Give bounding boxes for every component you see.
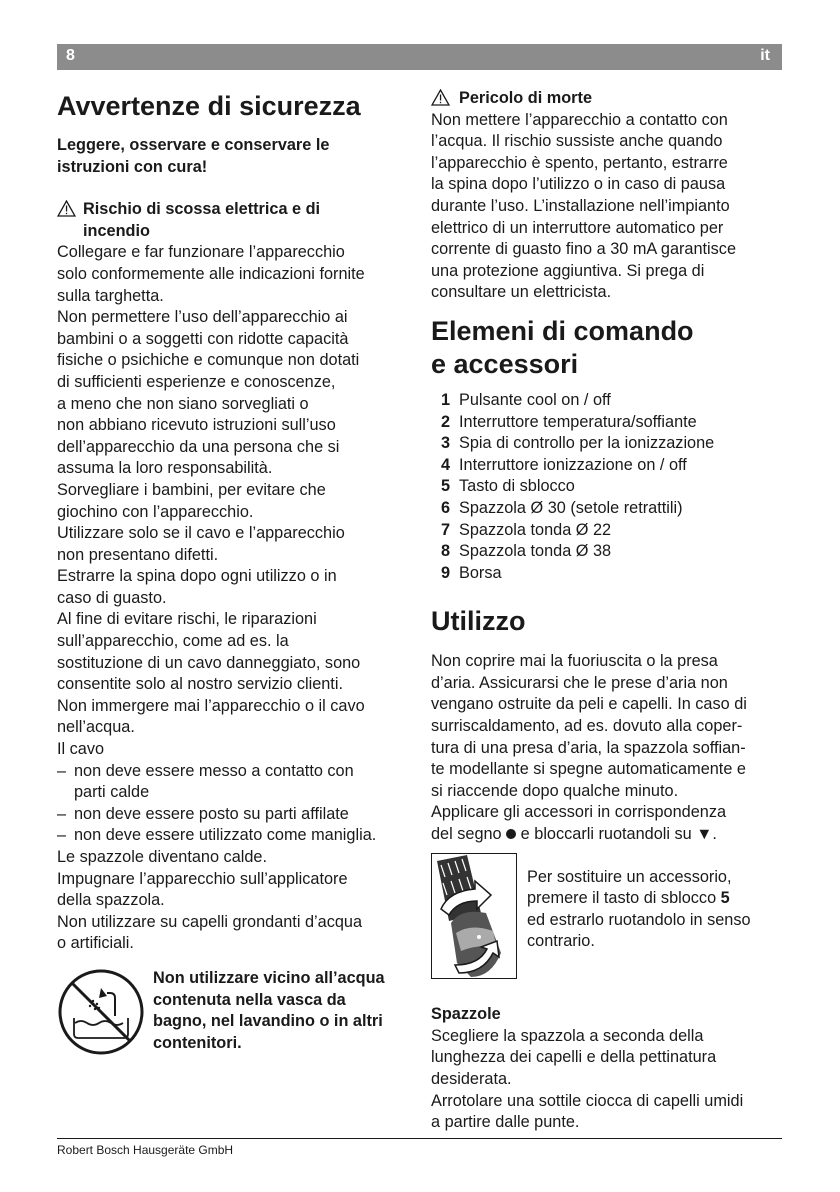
footer-company: Robert Bosch Hausgeräte GmbH bbox=[57, 1143, 234, 1157]
text-line: di sufficienti esperienze e conoscenze, bbox=[57, 372, 336, 391]
text-span: 5 bbox=[440, 477, 450, 496]
text-line: giochino con l’apparecchio. bbox=[57, 502, 254, 521]
text-span bbox=[74, 804, 412, 826]
text-line: una protezione aggiuntiva. Si prega di bbox=[431, 261, 705, 280]
text-line: assuma la loro responsabilità. bbox=[57, 459, 273, 478]
text-line: Leggere, osservare e conservare le bbox=[57, 136, 330, 154]
list-item bbox=[431, 455, 786, 477]
text-line: lunghezza dei capelli e della pettinatura bbox=[431, 1048, 717, 1067]
list-item bbox=[57, 761, 412, 804]
warning-triangle-icon bbox=[57, 199, 83, 242]
text-span: del segno bbox=[431, 825, 502, 844]
text-line: Al fine di evitare rischi, le riparazioni bbox=[57, 610, 317, 629]
text-span: 6 bbox=[440, 498, 450, 517]
cable-dash-list bbox=[57, 761, 412, 847]
text-span: – bbox=[57, 761, 67, 780]
text-span: premere il tasto di sblocco bbox=[527, 889, 717, 908]
replace-accessory-text bbox=[527, 853, 786, 986]
text-span: – bbox=[57, 826, 67, 845]
text-span: 4 bbox=[440, 455, 450, 474]
controls-title bbox=[431, 315, 786, 381]
text-line: non deve essere messo a contatto con bbox=[74, 761, 354, 780]
text-line: elettrico di un interruttore automatico per bbox=[431, 218, 724, 237]
brushes-section bbox=[431, 1004, 786, 1134]
text-line: caso di guasto. bbox=[57, 588, 167, 607]
text-span: Spazzola tonda Ø 22 bbox=[459, 520, 612, 539]
text-line: te modellante si spegne automaticamente e bbox=[431, 760, 746, 779]
danger-heading bbox=[431, 88, 786, 110]
text-line: consultare un elettricista. bbox=[431, 283, 612, 302]
text-line: Non coprire mai la fuoriuscita o la presa bbox=[431, 652, 718, 671]
text-line: Utilizzare solo se il cavo e l’apparecchio bbox=[57, 524, 345, 543]
text-line: l’acqua. Il rischio sussiste anche quando bbox=[431, 132, 723, 151]
text-line: dell’apparecchio da una persona che si bbox=[57, 437, 340, 456]
text-line: ed estrarlo ruotandolo in senso bbox=[527, 910, 751, 929]
text-line: sulla targhetta. bbox=[57, 286, 164, 305]
text-line: Non mettere l’apparecchio a contatto con bbox=[431, 110, 728, 129]
text-line: Non permettere l’uso dell’apparecchio ai bbox=[57, 308, 348, 327]
text-line: Rischio di scossa elettrica e di bbox=[83, 200, 321, 219]
replace-accessory-block bbox=[431, 853, 786, 986]
text-span: 2 bbox=[440, 412, 450, 431]
text-line: Estrarre la spina dopo ogni utilizzo o in bbox=[57, 567, 337, 586]
text-span bbox=[74, 761, 412, 804]
water-warning-block bbox=[57, 968, 412, 1063]
text-line: della spazzola. bbox=[57, 891, 165, 910]
text-line: sostituzione di un cavo danneggiato, sono bbox=[57, 653, 361, 672]
text-line: surriscaldamento, ad es. dovuto alla coper- bbox=[431, 717, 743, 736]
safety-title: Avvertenze di sicurezza bbox=[57, 91, 361, 121]
text-line: bambini o a soggetti con ridotte capacità bbox=[57, 329, 349, 348]
text-line: non presentano difetti. bbox=[57, 545, 219, 564]
text-line: solo conformemente alle indicazioni fornite bbox=[57, 264, 365, 283]
controls-list bbox=[431, 390, 786, 584]
text-span bbox=[83, 199, 412, 242]
text-span: Pulsante cool on / off bbox=[459, 390, 611, 409]
text-line: Non utilizzare su capelli grondanti d’acqua bbox=[57, 912, 363, 931]
list-item bbox=[431, 412, 786, 434]
text-line: l’apparecchio è spento, pertanto, estrarre bbox=[431, 153, 728, 172]
list-item bbox=[431, 433, 786, 455]
water-warning-text bbox=[153, 968, 412, 1063]
text-line: Per sostituire un accessorio, bbox=[527, 867, 732, 886]
text-span bbox=[74, 825, 412, 847]
text-line bbox=[527, 888, 786, 910]
text-line: incendio bbox=[83, 221, 150, 240]
text-line: Non utilizzare vicino all’acqua bbox=[153, 968, 385, 987]
text-line: contrario. bbox=[527, 932, 595, 951]
text-span: 9 bbox=[440, 563, 450, 582]
text-span: Interruttore ionizzazione on / off bbox=[459, 455, 687, 474]
text-line: a partire dalle punte. bbox=[431, 1113, 580, 1132]
text-span: 8 bbox=[440, 542, 450, 561]
text-line: non abbiano ricevuto istruzioni sull’uso bbox=[57, 416, 336, 435]
text-line: contenuta nella vasca da bbox=[153, 990, 346, 1009]
text-line: Le spazzole diventano calde. bbox=[57, 848, 267, 866]
text-line: durante l’uso. L’installazione nell’impianto bbox=[431, 196, 730, 215]
text-span: Spazzola tonda Ø 38 bbox=[459, 542, 612, 561]
text-line: a meno che non siano sorvegliati o bbox=[57, 394, 309, 413]
text-line: sull’apparecchio, come ad es. la bbox=[57, 632, 289, 651]
usage-body bbox=[431, 651, 786, 845]
text-line: Applicare gli accessori in corrispondenza bbox=[431, 803, 727, 822]
text-span: Tasto di sblocco bbox=[459, 477, 575, 496]
list-item bbox=[57, 825, 412, 847]
text-span: 1 bbox=[440, 390, 450, 409]
text-span: 7 bbox=[440, 520, 450, 539]
text-line: o artificiali. bbox=[57, 934, 134, 953]
text-line: Arrotolare una sottile ciocca di capelli umidi bbox=[431, 1091, 744, 1110]
text-span: Spia di controllo per la ionizzazione bbox=[459, 434, 715, 453]
list-item bbox=[431, 390, 786, 412]
text-block: Elemeni di comando bbox=[431, 315, 694, 346]
text-line: Sorvegliare i bambini, per evitare che bbox=[57, 480, 326, 499]
electric-warning-heading bbox=[57, 199, 412, 242]
language-code: it bbox=[760, 47, 770, 64]
text-line: tura di una presa d’aria, la spazzola soffian- bbox=[431, 738, 746, 757]
text-span: – bbox=[57, 804, 67, 823]
text-line: bagno, nel lavandino o in altri bbox=[153, 1012, 383, 1031]
text-line: non deve essere posto su parti affilate bbox=[74, 804, 349, 823]
list-item bbox=[431, 541, 786, 563]
list-item bbox=[431, 498, 786, 520]
no-water-icon bbox=[57, 968, 153, 1063]
list-item bbox=[431, 563, 786, 585]
intro-text bbox=[57, 135, 412, 178]
footer-divider bbox=[57, 1138, 782, 1139]
page-header-bar bbox=[57, 44, 782, 70]
text-span: 3 bbox=[440, 434, 450, 453]
list-item bbox=[431, 520, 786, 542]
text-line: d’aria. Assicurarsi che le prese d’aria non bbox=[431, 673, 728, 692]
text-line: desiderata. bbox=[431, 1070, 512, 1088]
text-line: la spina dopo l’utilizzo o in caso di pausa bbox=[431, 175, 726, 194]
list-item bbox=[57, 804, 412, 826]
text-line: fisiche o psichiche e comunque non dotati bbox=[57, 351, 360, 370]
warning-triangle-icon bbox=[431, 88, 459, 110]
text-span: 5 bbox=[720, 889, 730, 908]
text-line: consentite solo al nostro servizio clienti. bbox=[57, 675, 343, 694]
usage-title: Utilizzo bbox=[431, 606, 526, 637]
danger-body bbox=[431, 110, 786, 304]
text-block: e accessori bbox=[431, 348, 579, 379]
text-span: Borsa bbox=[459, 563, 502, 582]
brushes-title: Spazzole bbox=[431, 1005, 501, 1024]
list-item bbox=[431, 476, 786, 498]
text-span: Interruttore temperatura/soffiante bbox=[459, 412, 697, 431]
text-line: Collegare e far funzionare l’apparecchio bbox=[57, 243, 345, 262]
dot-mark-icon bbox=[506, 829, 516, 839]
hot-brush-text bbox=[57, 847, 412, 955]
text-line: nell’acqua. bbox=[57, 718, 135, 737]
text-line: contenitori. bbox=[153, 1033, 242, 1052]
text-line: Impugnare l’apparecchio sull’applicatore bbox=[57, 869, 348, 888]
text-line: istruzioni con cura! bbox=[57, 157, 208, 176]
text-line: Il cavo bbox=[57, 740, 105, 759]
text-line: vengano ostruite da peli e capelli. In caso di bbox=[431, 695, 747, 714]
accessory-release-illustration bbox=[431, 853, 527, 986]
text-span: e bloccarli ruotandoli su ▼. bbox=[516, 825, 717, 844]
text-line: Scegliere la spazzola a seconda della bbox=[431, 1026, 704, 1045]
right-column bbox=[431, 88, 786, 1134]
page-number: 8 bbox=[66, 47, 75, 64]
text-line: non deve essere utilizzato come maniglia. bbox=[74, 826, 377, 845]
text-line bbox=[431, 824, 786, 846]
electric-warning-body bbox=[57, 242, 412, 760]
text-span: Spazzola Ø 30 (setole retrattili) bbox=[459, 498, 683, 517]
text-line: si riaccende dopo qualche minuto. bbox=[431, 781, 679, 800]
left-column bbox=[57, 88, 412, 1063]
text-line: corrente di guasto fino a 30 mA garantisce bbox=[431, 240, 737, 259]
text-span: Pericolo di morte bbox=[459, 89, 592, 107]
text-line: parti calde bbox=[74, 783, 150, 802]
text-line: Non immergere mai l’apparecchio o il cavo bbox=[57, 696, 365, 715]
